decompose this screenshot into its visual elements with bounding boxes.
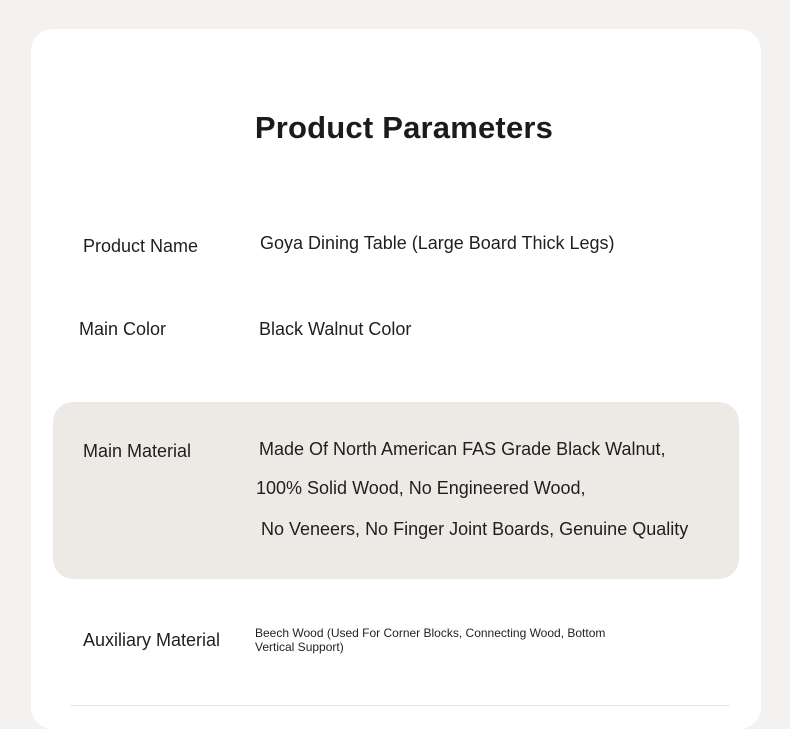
main-material-line-3: No Veneers, No Finger Joint Boards, Genuine Quality [261,519,689,539]
auxiliary-material-value: Beech Wood (Used For Corner Blocks, Connecting Wood, Bottom Vertical Support) [255,626,606,654]
main-material-line-2: 100% Solid Wood, No Engineered Wood, [256,478,586,498]
main-color-value: Black Walnut Color [259,319,412,339]
page-title: Product Parameters [254,110,554,145]
row-divider [70,705,730,706]
product-name-value: Goya Dining Table (Large Board Thick Legs) [260,233,615,253]
auxiliary-material-label: Auxiliary Material [83,630,221,650]
main-material-label: Main Material [83,441,192,461]
main-color-label: Main Color [79,319,167,339]
main-material-line-1: Made Of North American FAS Grade Black Walnut, [259,439,666,459]
product-name-label: Product Name [83,236,199,256]
